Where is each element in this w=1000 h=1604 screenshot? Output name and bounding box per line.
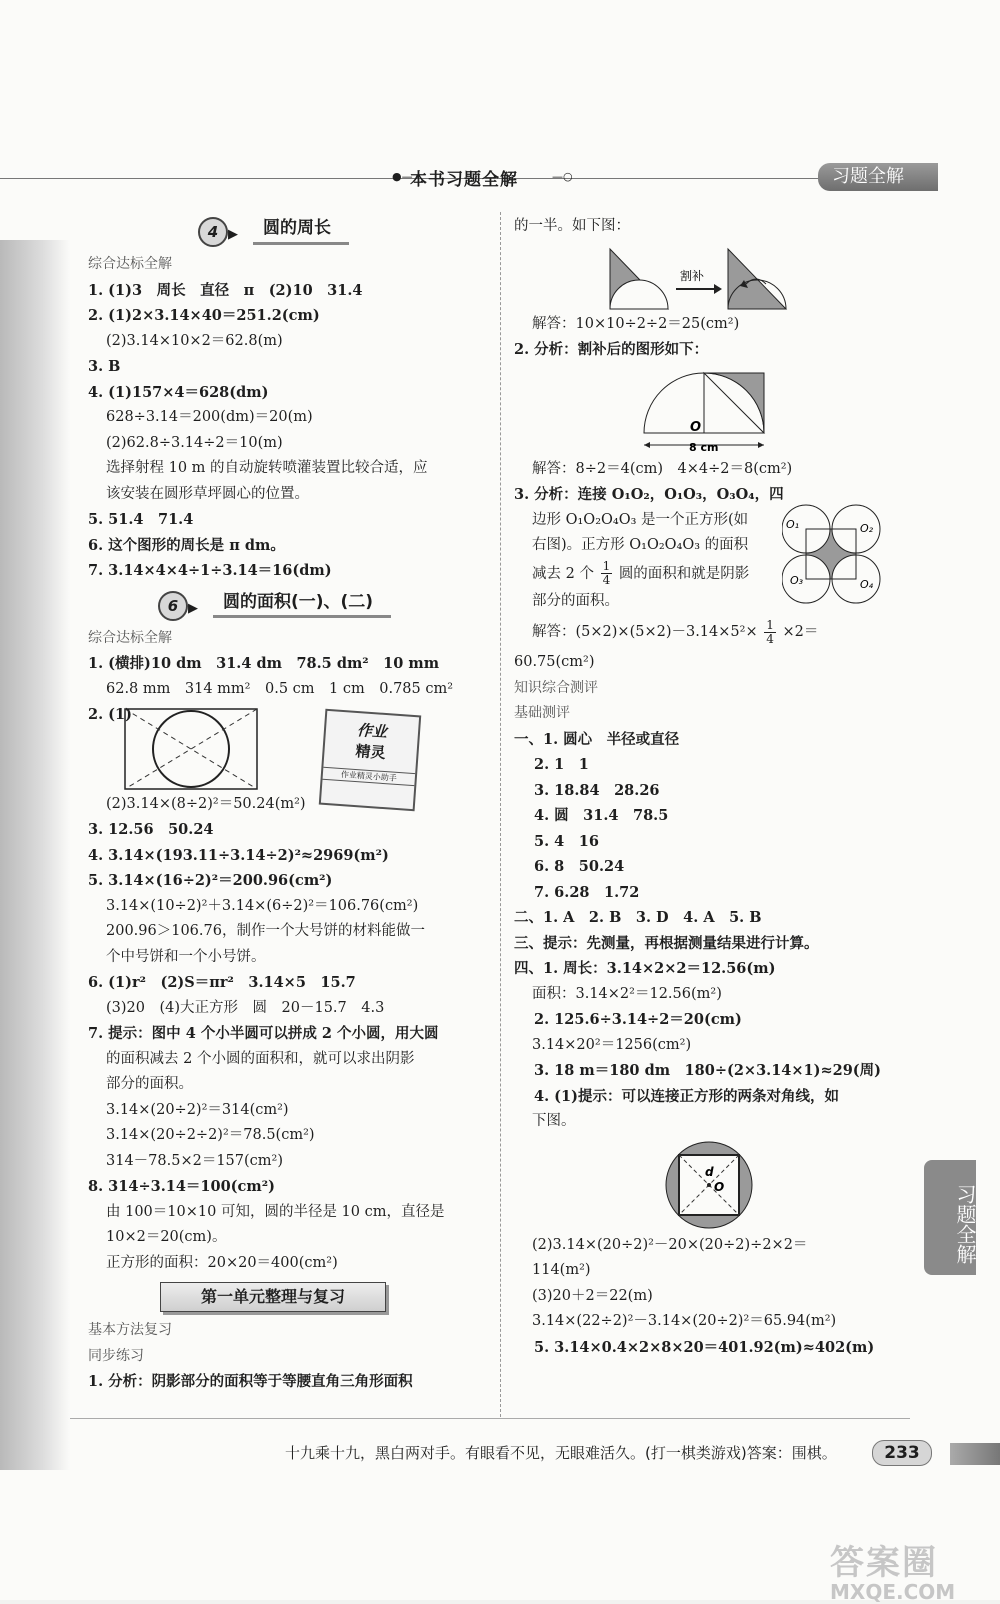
answer-line: 解答：8÷2＝4(cm) 4×4÷2＝8(cm²): [532, 460, 793, 477]
answer-line: 6. (1)r² (2)S＝πr² 3.14×5 15.7: [88, 974, 356, 991]
section-arrow-icon: ▶: [228, 227, 238, 242]
answer-line: 一、1. 圆心 半径或直径: [514, 730, 680, 748]
answer-line: 1. (1)3 周长 直径 π (2)10 31.4: [88, 281, 363, 299]
answer-line: 四、1. 周长：3.14×2×2＝12.56(m): [514, 960, 776, 977]
answer-line: 7. 3.14×4×4÷1÷3.14＝16(dm): [88, 562, 332, 579]
subheading: 综合达标全解: [88, 256, 172, 272]
answer-line: 的一半。如下图：: [514, 218, 630, 234]
answer-line: 6. 8 50.24: [534, 858, 625, 875]
answer-line: (2)3.14×(8÷2)²＝50.24(m²): [106, 795, 306, 812]
section-title: 圆的周长: [253, 216, 349, 245]
answer-line: 三、提示：先测量，再根据测量结果进行计算。: [514, 934, 819, 952]
answer-line: 3.14×(20÷2)²＝314(cm²): [106, 1101, 289, 1118]
center-label: O: [714, 1179, 725, 1194]
section-heading-6: [158, 588, 488, 626]
answer-line: 5. 3.14×0.4×2×8×20＝401.92(m)≈402(m): [534, 1338, 875, 1356]
answer-line: 1. (横排)10 dm 31.4 dm 78.5 dm² 10 mm: [88, 655, 440, 672]
answer-line: 面积：3.14×2²＝12.56(m²): [532, 985, 722, 1002]
answer-line: 5. 4 16: [534, 832, 599, 850]
stamp-line: 作业: [356, 721, 388, 742]
answer-line: 3. B: [88, 358, 121, 375]
answer-list: [514, 312, 904, 363]
answer-line: 4. (1)提示：可以连接正方形的两条对角线，如: [534, 1087, 839, 1105]
answer-line: 2. (1): [88, 706, 132, 723]
answer-line: 314－78.5×2＝157(cm²): [106, 1152, 284, 1169]
answer-line: 60.75(cm²): [514, 654, 595, 670]
answer-line: 7. 6.28 1.72: [534, 883, 640, 901]
circle-label: O₃: [790, 574, 804, 587]
right-column: [514, 214, 904, 1360]
answer-list: [88, 278, 488, 584]
subheading: 知识综合测评: [514, 679, 598, 696]
answer-line: 62.8 mm 314 mm² 0.5 cm 1 cm 0.785 cm²: [106, 680, 454, 697]
section-number: 4: [198, 217, 228, 247]
diagonal-label: d: [705, 1164, 714, 1179]
dimension-label: 8 cm: [689, 440, 719, 454]
answer-line: 正方形的面积：20×20＝400(cm²): [106, 1254, 338, 1271]
header-ornament-left: ●—: [392, 170, 413, 183]
watermark-url: MXQE.COM: [830, 1580, 956, 1604]
answer-list: [514, 650, 904, 676]
stamp-line: 精灵: [354, 741, 387, 763]
four-circles-figure: [782, 500, 882, 610]
answer-line: 2. 分析：割补后的图形如下：: [514, 341, 709, 358]
rectangle-circle-figure: [124, 708, 274, 792]
answer-line: 3. 12.56 50.24: [88, 821, 214, 838]
answer-line: 解答：(5×2)×(5×2)－3.14×5²× $\frac{1}{4}$ ×2＝: [532, 617, 819, 646]
answer-line: 4. 圆 31.4 78.5: [534, 807, 669, 824]
answer-line: (3)20 (4)大正方形 圆 20－15.7 4.3: [106, 999, 385, 1016]
answer-list: [514, 1233, 904, 1361]
answer-list: [514, 214, 904, 240]
answer-line: 200.96＞106.76，制作一个大号饼的材料能做一: [106, 923, 425, 939]
answer-line: 1. 分析：阴影部分的面积等于等腰直角三角形面积: [88, 1373, 413, 1390]
answer-line: 4. (1)157×4＝628(dm): [88, 383, 269, 401]
answer-line: 7. 提示：图中 4 个小半圆可以拼成 2 个小圆，用大圆: [88, 1025, 439, 1042]
answer-line: 3.14×20²＝1256(cm²): [532, 1036, 692, 1053]
answer-line: 10×2＝20(cm)。: [106, 1229, 227, 1245]
circle-label: O₄: [860, 578, 874, 591]
answer-line: 3. 分析：连接 O₁O₂，O₁O₃，O₃O₄，四: [514, 486, 784, 503]
answer-line: 下图。: [532, 1113, 576, 1129]
answer-line: (2)62.8÷3.14÷2＝10(m): [106, 434, 283, 451]
answer-line: 部分的面积。: [106, 1076, 193, 1092]
answer-line: 2. (1)2×3.14×40＝251.2(cm): [88, 307, 320, 324]
answer-line: 5. 3.14×(16÷2)²＝200.96(cm²): [88, 872, 333, 889]
section-arrow-icon: ▶: [188, 600, 198, 616]
answer-list: [514, 457, 793, 559]
answer-line: 边形 O₁O₂O₄O₃ 是一个正方形(如: [532, 511, 749, 528]
header-title: 本书习题全解: [410, 170, 518, 190]
answer-list: [514, 727, 904, 1135]
answer-line: 114(m²): [532, 1262, 591, 1278]
circle-square-figure: [662, 1139, 762, 1233]
section-heading-4: [198, 214, 488, 252]
answer-line: 由 100＝10×10 可知，圆的半径是 10 cm，直径是: [106, 1203, 445, 1220]
answer-line: 减去 2 个 $\frac{1}{4}$ 圆的面积和就是阴影: [532, 559, 750, 587]
subheading: 基础测评: [514, 705, 570, 721]
answer-line: 3. 18 m＝180 dm 180÷(2×3.14×1)≈29(周): [534, 1062, 882, 1079]
cut-label: 割补: [680, 268, 705, 283]
subheading: 基本方法复习: [88, 1322, 172, 1338]
subheading: 同步练习: [88, 1347, 144, 1364]
answer-line: 部分的面积。: [532, 592, 619, 609]
answer-line: 3.14×(22÷2)²－3.14×(20÷2)²＝65.94(m²): [532, 1313, 837, 1329]
answer-line: 6. 这个图形的周长是 π dm。: [88, 536, 285, 554]
answer-line: 5. 51.4 71.4: [88, 511, 194, 528]
answer-line: 右图)。正方形 O₁O₂O₄O₃ 的面积: [532, 537, 749, 553]
header-tab: 习题全解: [818, 163, 938, 191]
stamp-logo: [319, 709, 421, 811]
section-number: 6: [158, 591, 188, 621]
footer-rule: [70, 1418, 910, 1419]
answer-line: 8. 314÷3.14＝100(cm²): [88, 1178, 275, 1195]
answer-line: 3. 18.84 28.26: [534, 781, 660, 799]
answer-line: 2. 125.6÷3.14÷2＝20(cm): [534, 1011, 742, 1028]
page-number: 233: [872, 1440, 932, 1466]
semicircle-figure: [634, 367, 794, 457]
answer-list: [88, 792, 488, 1277]
header-ornament-right: —○: [552, 170, 573, 183]
answer-line: 个中号饼和一个小号饼。: [106, 948, 266, 965]
cut-and-fill-figure: [606, 244, 866, 312]
footer-riddle: 十九乘十九，黑白两对手。有眼看不见，无眼难活久。(打一棋类游戏)答案：围棋。: [285, 1444, 837, 1462]
fraction: $\frac{1}{4}$: [602, 559, 611, 587]
watermark: [830, 1535, 955, 1604]
answer-line: 3.14×(20÷2÷2)²＝78.5(cm²): [106, 1127, 315, 1143]
answer-line: 4. 3.14×(193.11÷3.14÷2)²≈2969(m²): [88, 846, 389, 864]
answer-line: 2. 1 1: [534, 756, 589, 773]
answer-line: (2)3.14×(20÷2)²－20×(20÷2)÷2×2＝: [532, 1236, 808, 1253]
column-divider: [500, 212, 502, 1417]
unit-review-title: 第一单元整理与复习: [160, 1282, 386, 1312]
answer-line: 628÷3.14＝200(dm)＝20(m): [106, 409, 313, 425]
stamp-line: 作业精灵小助手: [323, 767, 416, 786]
side-tab: 习题全解: [924, 1160, 976, 1275]
page-edge-shadow: [0, 240, 70, 1470]
circle-label: O₁: [786, 518, 800, 531]
answer-line: 的面积减去 2 个小圆的面积和，就可以求出阴影: [106, 1050, 415, 1067]
center-label: O: [690, 419, 702, 435]
subheading: 综合达标全解: [88, 629, 172, 646]
left-column: [88, 214, 488, 1395]
answer-line: (3)20＋2＝22(m): [532, 1287, 653, 1304]
answer-line: 二、1. A 2. B 3. D 4. A 5. B: [514, 909, 762, 926]
answer-line: 解答：10×10÷2÷2＝25(cm²): [532, 315, 740, 332]
circle-label: O₂: [860, 522, 874, 535]
watermark-brand: 答案圈: [830, 1543, 938, 1583]
answer-line: 3.14×(10÷2)²＋3.14×(6÷2)²＝106.76(cm²): [106, 897, 419, 914]
answer-line: 选择射程 10 m 的自动旋转喷灌装置比较合适，应: [106, 460, 428, 476]
section-title: 圆的面积(一)、(二): [213, 590, 391, 619]
fraction: $\frac{1}{4}$: [766, 617, 774, 646]
footer-bar: [950, 1443, 1000, 1465]
answer-line: (2)3.14×10×2＝62.8(m): [106, 332, 283, 349]
answer-line: 该安装在圆形草坪圆心的位置。: [106, 485, 309, 502]
